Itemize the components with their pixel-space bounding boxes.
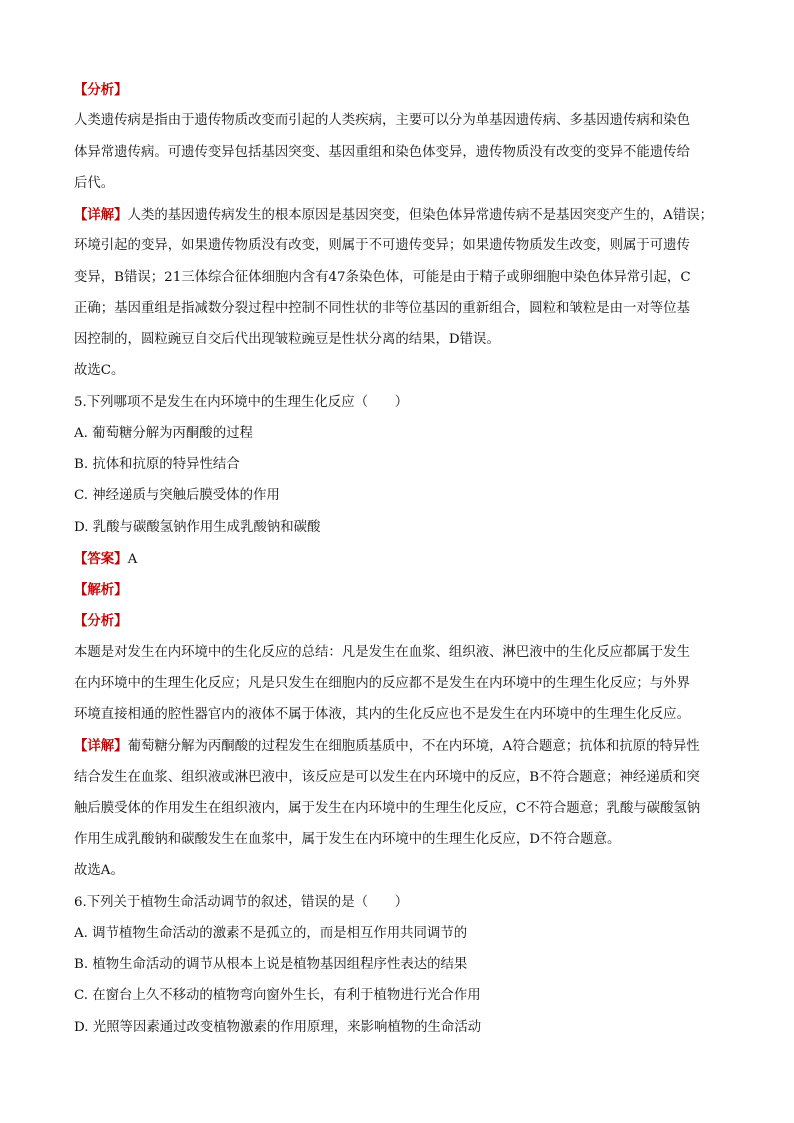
q6-option-d: D. 光照等因素通过改变植物激素的作用原理，来影响植物的生命活动 <box>74 1020 482 1035</box>
detail-tag: 【详解】 <box>74 207 128 223</box>
detail-paragraph-first <box>74 206 730 225</box>
answer-tag: 【答案】 <box>74 551 128 567</box>
q6-option-c: C. 在窗台上久不移动的植物弯向窗外生长，有利于植物进行光合作用 <box>74 988 481 1003</box>
q5-conclusion: 故选A。 <box>74 863 124 878</box>
q5-analysis-line-2: 在内环境中的生理生化反应；凡是只发生在细胞内的反应都不是发生在内环境中的生理生化反应；与外界 <box>74 676 690 691</box>
q5-option-c: C. 神经递质与突触后膜受体的作用 <box>74 488 280 503</box>
analysis-line-1: 人类遗传病是指由于遗传物质改变而引起的人类疾病，主要可以分为单基因遗传病、多基因遗传病和染色 <box>74 113 690 128</box>
q5-explain <box>74 581 730 600</box>
q6-option-b: B. 植物生命活动的调节从根本上说是植物基因组程序性表达的结果 <box>74 957 468 972</box>
analysis-line-3: 后代。 <box>74 176 115 191</box>
analysis-line-2: 体异常遗传病。可遗传变异包括基因突变、基因重组和染色体变异，遗传物质没有改变的变异不能遗传给 <box>74 145 690 160</box>
analysis-tag: 【分析】 <box>74 82 128 98</box>
q5-analysis-line-3: 环境直接相通的腔性器官内的液体不属于体液，其内的生化反应也不是发生在内环境中的生理生化反应。 <box>74 707 690 722</box>
detail-line-2: 环境引起的变异，如果遗传物质没有改变，则属于不可遗传变异；如果遗传物质发生改变，则属于可遗传 <box>74 238 690 253</box>
q5-option-b: B. 抗体和抗原的特异性结合 <box>74 457 240 472</box>
q5-detail-first <box>74 737 730 756</box>
analysis-tag: 【分析】 <box>74 613 128 629</box>
q5-analysis-line-1: 本题是对发生在内环境中的生化反应的总结：凡是发生在血浆、组织液、淋巴液中的生化反应都属于发生 <box>74 645 690 660</box>
q5-detail-line-4: 作用生成乳酸钠和碳酸发生在血浆中，属于发生在内环境中的生理生化反应，D不符合题意。 <box>74 832 621 847</box>
q5-analysis-heading <box>74 612 730 631</box>
q5-option-a: A. 葡萄糖分解为丙酮酸的过程 <box>74 426 253 441</box>
q5-answer <box>74 550 730 569</box>
detail-text: 葡萄糖分解为丙酮酸的过程发生在细胞质基质中，不在内环境，A符合题意；抗体和抗原的特异性 <box>127 739 700 754</box>
detail-tag: 【详解】 <box>74 738 128 754</box>
q5-detail-line-3: 触后膜受体的作用发生在组织液内，属于发生在内环境中的生理生化反应，C不符合题意；乳酸与碳酸氢钠 <box>74 801 701 816</box>
detail-text: 人类的基因遗传病发生的根本原因是基因突变，但染色体异常遗传病不是基因突变产生的，A错误； <box>127 208 714 223</box>
conclusion: 故选C。 <box>74 363 125 378</box>
detail-line-3: 变异，B错误；21三体综合征体细胞内含有47条染色体，可能是由于精子或卵细胞中染色体异常引起，C <box>74 270 691 285</box>
question-5-stem: 5.下列哪项不是发生在内环境中的生理生化反应（ ） <box>74 395 409 410</box>
detail-line-4: 正确；基因重组是指减数分裂过程中控制不同性状的非等位基因的重新组合，圆粒和皱粒是由一对等位基 <box>74 301 690 316</box>
q6-option-a: A. 调节植物生命活动的激素不是孤立的，而是相互作用共同调节的 <box>74 926 468 941</box>
section-heading-analysis <box>74 81 730 100</box>
explain-tag: 【解析】 <box>74 582 128 598</box>
detail-line-5: 因控制的，圆粒豌豆自交后代出现皱粒豌豆是性状分离的结果，D错误。 <box>74 332 500 347</box>
answer-value: A <box>127 552 138 567</box>
q5-detail-line-2: 结合发生在血浆、组织液或淋巴液中，该反应是可以发生在内环境中的反应，B不符合题意；神经递质和突 <box>74 770 700 785</box>
q5-option-d: D. 乳酸与碳酸氢钠作用生成乳酸钠和碳酸 <box>74 520 321 535</box>
question-6-stem: 6.下列关于植物生命活动调节的叙述，错误的是（ ） <box>74 895 409 910</box>
